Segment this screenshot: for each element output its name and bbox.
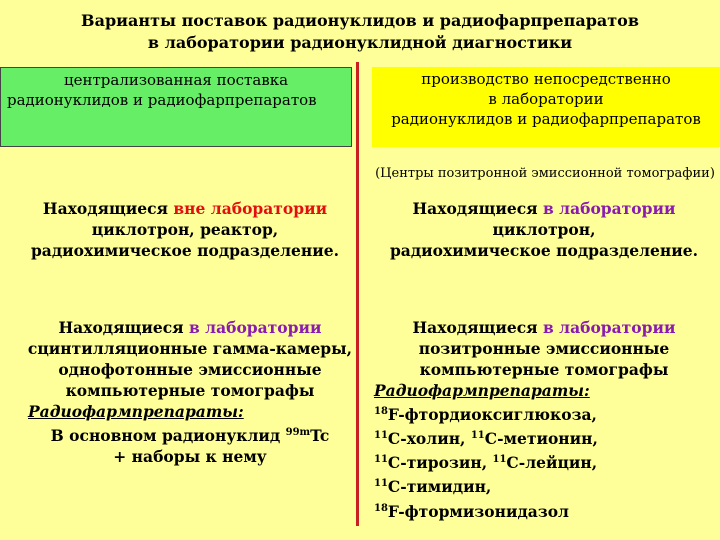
left-top-line-2: циклотрон, реактор,: [91, 220, 279, 239]
left-bottom-line-6: [0, 422, 380, 446]
left-bottom-highlight: в лаборатории: [188, 318, 322, 337]
left-top-prefix: Находящиеся: [42, 199, 174, 218]
right-top-line-2: циклотрон,: [492, 220, 596, 239]
left-bottom-line-6-prefix: В основном радионуклид: [50, 426, 286, 446]
left-bottom-line-6-suffix: Tc: [310, 426, 330, 446]
right-bottom-line-1: [368, 317, 720, 338]
rfp-item-1-sup: 18: [374, 406, 388, 417]
rfp-item-4-sup: 11: [374, 478, 388, 490]
left-top-block: [0, 198, 370, 261]
rfp-item-5-text: F-фтормизонидазол: [387, 501, 569, 521]
title-line-2: в лаборатории радионуклидной диагностики: [147, 33, 573, 52]
rfp-item-4: [368, 473, 720, 497]
left-bottom-line-3: однофотонные эмиссионные: [58, 360, 322, 379]
left-top-line-1: [0, 198, 370, 219]
right-bottom-line-2: позитронные эмиссионные: [418, 339, 670, 358]
rfp-item-3-sup2: 11: [492, 454, 507, 466]
left-bottom-block: [0, 317, 380, 467]
rfp-item-3-text: C-тирозин,: [387, 453, 493, 473]
right-bottom-block: [368, 317, 720, 522]
rfp-item-3-sup: 11: [374, 454, 388, 466]
rfp-item-1-text: F-фтордиоксиглюкоза,: [387, 405, 597, 425]
onsite-production-box: [372, 67, 720, 147]
left-rfp-label: Радиофармпрепараты:: [28, 402, 244, 421]
rfp-item-4-text: C-тимидин,: [387, 477, 492, 497]
left-bottom-line-7: + наборы к нему: [113, 447, 267, 467]
right-bottom-line-3: компьютерные томографы: [419, 360, 669, 379]
left-rfp-label-row: [0, 401, 380, 422]
rfp-item-3-text2: C-лейцин,: [506, 453, 598, 473]
title-line-1: Варианты поставок радионуклидов и радиофарпрепаратов: [81, 11, 639, 30]
left-bottom-line-2: сцинтилляционные гамма-камеры,: [27, 339, 353, 358]
rfp-item-2-sup: 11: [374, 430, 388, 442]
right-top-highlight: в лаборатории: [542, 199, 676, 218]
rfp-item-2-sup2: 11: [470, 430, 485, 442]
rfp-item-3: [368, 449, 720, 473]
right-top-prefix: Находящиеся: [412, 199, 543, 218]
rfp-item-5-sup: 18: [374, 502, 388, 514]
onsite-production-heading: производство непосредственно: [421, 70, 671, 88]
right-bottom-prefix: Находящиеся: [412, 318, 543, 337]
centralized-supply-subheading: радионуклидов и радиофарпрепаратов: [7, 91, 317, 109]
rfp-item-2-text2: C-метионин,: [484, 429, 598, 449]
right-top-block: [368, 198, 720, 261]
rfp-item-2-text: C-холин,: [387, 429, 471, 449]
right-top-line-1: [368, 198, 720, 219]
right-top-line-3: радиохимическое подразделение.: [389, 241, 699, 260]
tc99m-superscript: 99m: [285, 427, 311, 438]
left-bottom-prefix: Находящиеся: [58, 318, 189, 337]
left-bottom-line-1: [0, 317, 380, 338]
rfp-item-2: [368, 425, 720, 449]
left-top-line-3: радиохимическое подразделение.: [30, 241, 340, 260]
centralized-supply-heading: централизованная поставка: [63, 71, 289, 89]
pet-centers-note: (Центры позитронной эмиссионной томографии): [375, 166, 715, 181]
right-bottom-highlight: в лаборатории: [542, 318, 676, 337]
centralized-supply-box: [0, 67, 352, 147]
right-rfp-label-row: [368, 380, 720, 401]
vertical-divider-top: [356, 62, 359, 154]
onsite-production-subheading: радионуклидов и радиофарпрепаратов: [391, 110, 701, 128]
left-top-highlight: вне лаборатории: [173, 199, 328, 218]
rfp-item-1: [368, 401, 720, 425]
rfp-item-5: [368, 498, 720, 522]
left-bottom-line-4: компьютерные томографы: [65, 381, 315, 400]
onsite-production-heading-2: в лаборатории: [488, 90, 604, 108]
slide-title: [0, 10, 720, 54]
right-rfp-label: Радиофармпрепараты:: [374, 381, 590, 400]
